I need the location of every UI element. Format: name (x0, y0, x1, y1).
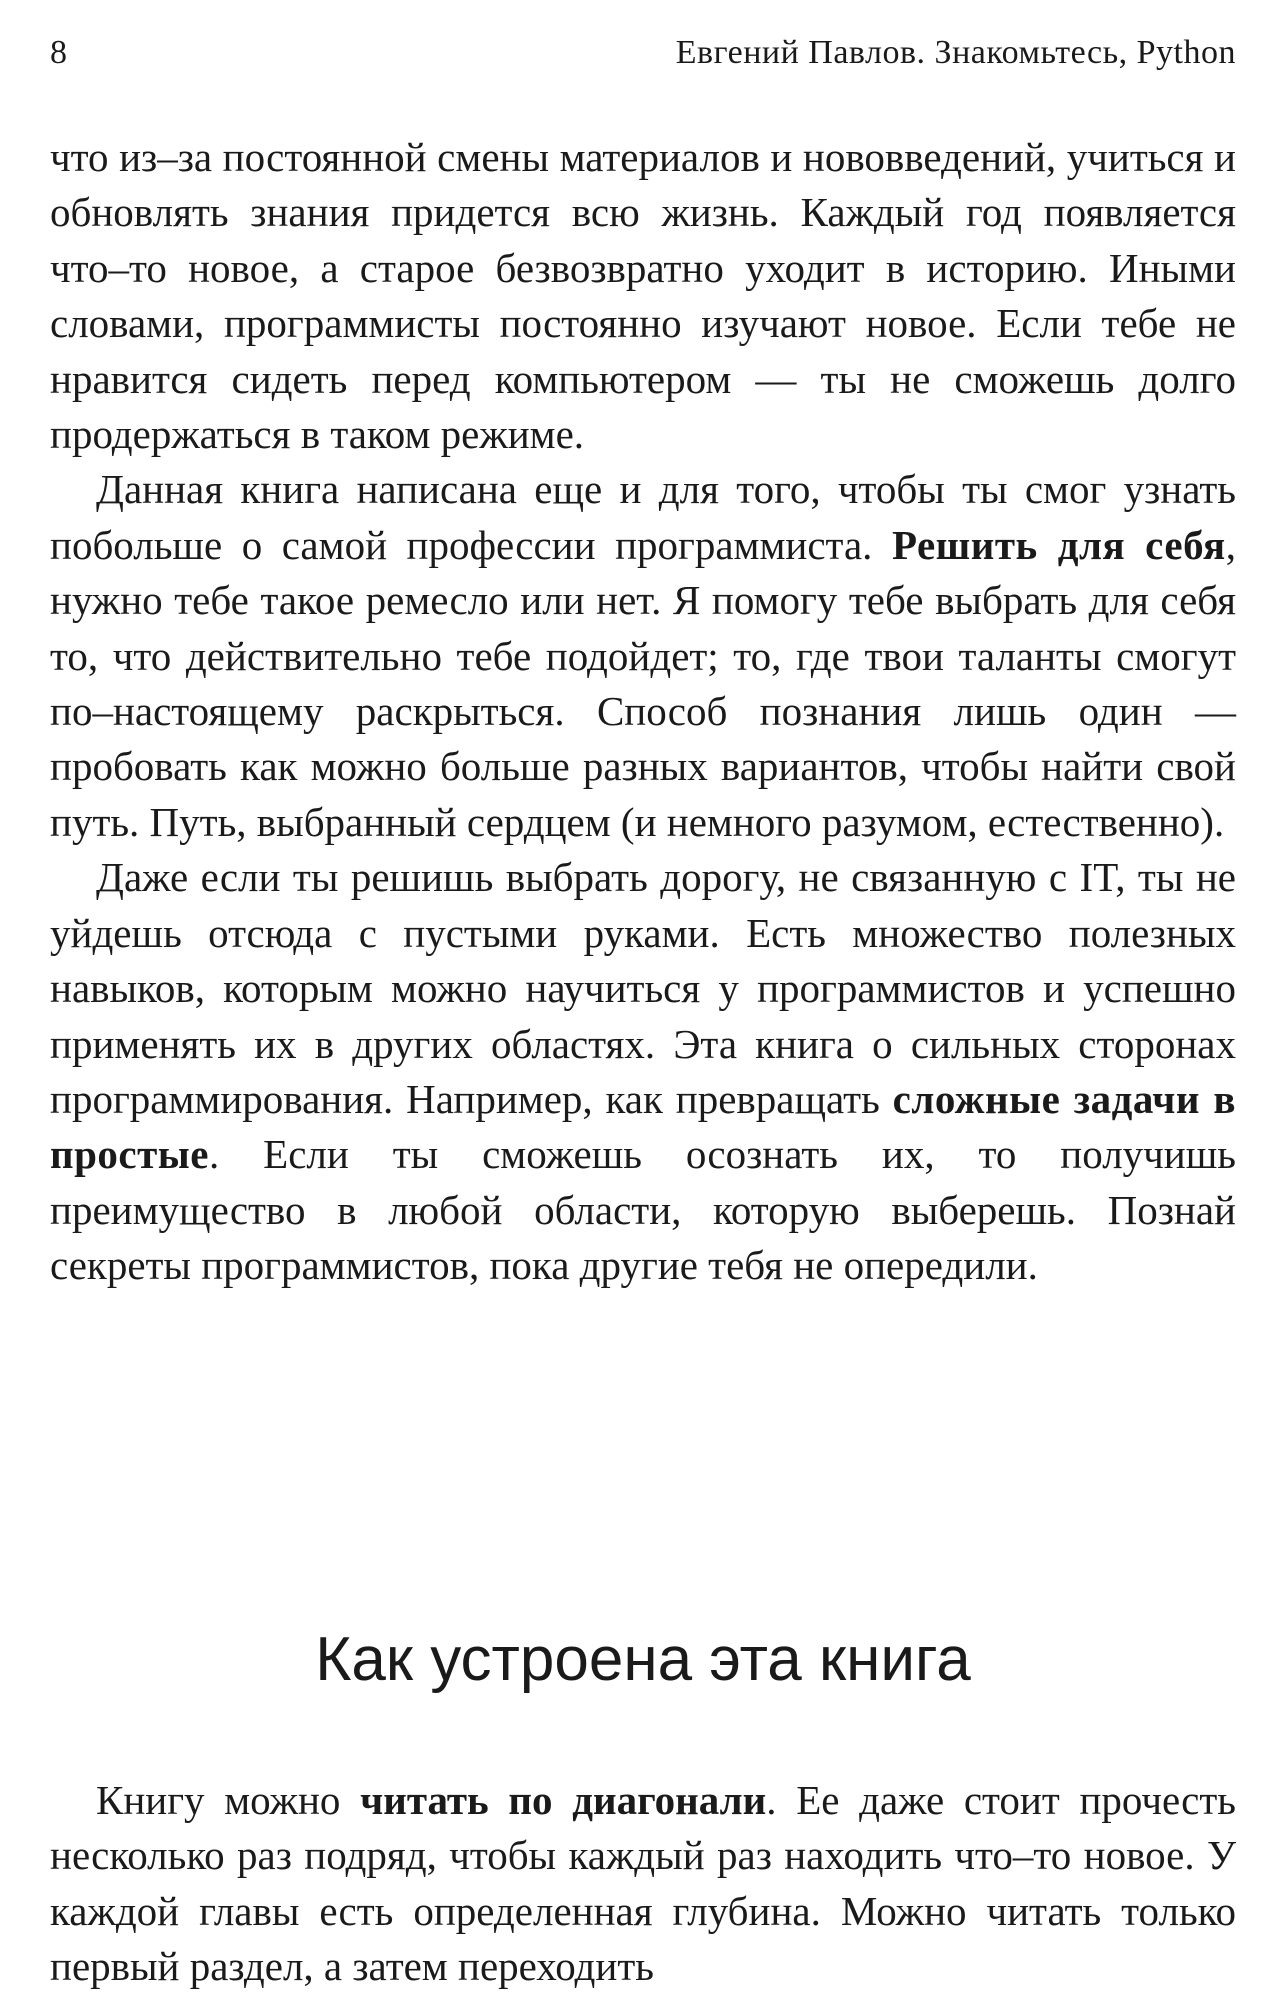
running-header (50, 28, 1236, 78)
running-title: Евгений Павлов. Знакомьтесь, Python (675, 34, 1236, 71)
paragraph-2-bold-phrase: Решить для себя (891, 521, 1226, 568)
paragraph-2-text-before: Данная книга написана еще и для того, чтобы ты смог узнать побольше о самой профессии программиста. (50, 466, 1236, 568)
page-number: 8 (50, 34, 68, 71)
section-text (50, 1773, 1236, 1995)
paragraph-1: что из–за постоянной смены материалов и нововведений, учиться и обновлять знания придется всю жизнь. Каждый год появляется что–то новое, а старое безвозвратно уходит в историю. Иными словами, программисты постоянно изучают новое. Если тебе не нравится сидеть перед компьютером — ты не сможешь долго продержаться в таком режиме. (50, 134, 1236, 458)
section-paragraph-1-bold-phrase: читать по диагонали (360, 1777, 767, 1823)
section-paragraph-1-text-after: . Ее даже стоит прочесть несколько раз подряд, чтобы каждый раз находить что–то новое. У каждой главы есть определенная глубина. Можно читать только первый раздел, а затем переходить (50, 1777, 1236, 1990)
paragraph-3 (50, 850, 1236, 1293)
book-page (50, 28, 1236, 1990)
paragraph-2-text-after: , нужно тебе такое ремесло или нет. Я помогу тебе выбрать для себя то, что действительно тебе подойдет; то, где твои таланты смогут по–настоящему раскрыться. Способ познания лишь один — пробовать как можно больше разных вариантов, чтобы найти свой путь. Путь, выбранный сердцем (и немного разумом, естественно). (50, 521, 1236, 845)
paragraph-2 (50, 462, 1236, 850)
main-text (50, 130, 1236, 1294)
paragraph-3-bold-phrase: сложные задачи в простые (50, 1075, 1236, 1178)
section-heading: Как устроена эта книга (315, 1625, 971, 1694)
section-paragraph-1 (50, 1773, 1236, 1995)
section-paragraph-1-text-before: Книгу можно (96, 1777, 361, 1823)
paragraph-3-text-after: . Если ты сможешь осознать их, то получишь преимущество в любой области, которую выберешь. Познай секреты программистов, пока другие тебя не опередили. (50, 1131, 1236, 1289)
paragraph-3-text-before: Даже если ты решишь выбрать дорогу, не связанную с IT, ты не уйдешь отсюда с пустыми руками. Есть множество полезных навыков, которым можно научиться у программистов и успешно применять их в других областях. Эта книга о сильных сторонах программирования. Например, как превращать (50, 854, 1236, 1122)
